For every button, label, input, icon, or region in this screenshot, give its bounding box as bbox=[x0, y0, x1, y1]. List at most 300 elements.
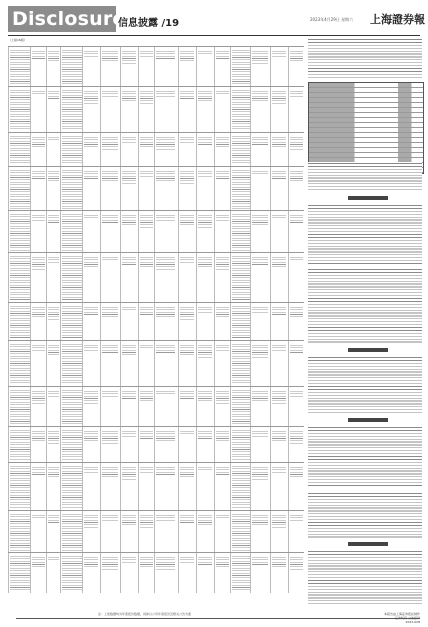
table-row bbox=[8, 166, 304, 211]
table-cell bbox=[30, 47, 47, 87]
text-lines bbox=[216, 466, 229, 475]
table-cell bbox=[100, 211, 121, 253]
table-cell bbox=[214, 463, 231, 511]
text-lines bbox=[62, 389, 82, 425]
table-cell bbox=[288, 253, 305, 303]
table-cell bbox=[120, 303, 139, 341]
text-lines bbox=[102, 136, 118, 151]
text-lines bbox=[232, 89, 250, 131]
table-cell bbox=[270, 387, 289, 427]
text-lines bbox=[32, 90, 45, 96]
table-cell bbox=[120, 553, 139, 593]
table-cell bbox=[8, 553, 31, 593]
table-cell bbox=[120, 167, 139, 211]
text-lines bbox=[252, 390, 268, 401]
table-cell bbox=[288, 387, 305, 427]
table-cell bbox=[100, 87, 121, 133]
text-lines bbox=[102, 390, 118, 397]
table-cell bbox=[82, 303, 101, 341]
table-cell bbox=[270, 511, 289, 553]
text-lines bbox=[156, 256, 175, 271]
table-cell bbox=[196, 463, 215, 511]
table-cell bbox=[250, 341, 271, 387]
table-cell bbox=[120, 387, 139, 427]
table-cell bbox=[230, 133, 251, 167]
table-cell bbox=[270, 303, 289, 341]
text-lines bbox=[198, 390, 212, 402]
text-lines bbox=[122, 214, 136, 226]
table-cell bbox=[154, 211, 179, 253]
text-block bbox=[308, 268, 422, 344]
table-cell bbox=[250, 211, 271, 253]
table-cell bbox=[46, 133, 61, 167]
table-cell bbox=[288, 427, 305, 463]
table-cell bbox=[138, 211, 155, 253]
text-lines bbox=[272, 214, 286, 220]
table-cell bbox=[196, 47, 215, 87]
text-lines bbox=[102, 430, 118, 444]
text-lines bbox=[102, 214, 118, 223]
text-lines bbox=[32, 50, 45, 59]
table-cell bbox=[196, 167, 215, 211]
text-lines bbox=[198, 430, 212, 439]
text-lines bbox=[198, 136, 212, 146]
table-cell bbox=[100, 463, 121, 511]
table-row bbox=[8, 132, 304, 167]
table-cell bbox=[138, 553, 155, 593]
text-lines bbox=[122, 50, 136, 64]
text-lines bbox=[122, 514, 136, 525]
table-cell bbox=[196, 211, 215, 253]
text-lines bbox=[10, 429, 30, 461]
text-lines bbox=[272, 170, 286, 179]
imprint-line: 2023-028 bbox=[405, 620, 420, 624]
table-cell bbox=[138, 427, 155, 463]
table-cell bbox=[250, 303, 271, 341]
table-cell bbox=[8, 303, 31, 341]
text-lines bbox=[232, 49, 250, 85]
table-row bbox=[8, 426, 304, 463]
table-cell bbox=[60, 387, 83, 427]
text-lines bbox=[122, 90, 136, 101]
text-lines bbox=[232, 513, 250, 551]
text-lines bbox=[180, 136, 194, 143]
table-cell bbox=[46, 253, 61, 303]
page-footer bbox=[8, 614, 420, 624]
table-cell bbox=[230, 341, 251, 387]
table-cell bbox=[30, 133, 47, 167]
text-lines bbox=[102, 256, 118, 262]
table-cell bbox=[230, 553, 251, 593]
text-lines bbox=[102, 466, 118, 477]
table-cell bbox=[60, 133, 83, 167]
text-lines bbox=[156, 136, 175, 150]
text-lines bbox=[156, 170, 175, 181]
table-cell bbox=[178, 133, 197, 167]
table-cell bbox=[154, 47, 179, 87]
summary-table bbox=[308, 82, 424, 174]
text-lines bbox=[62, 213, 82, 251]
text-lines bbox=[198, 170, 212, 177]
table-cell bbox=[214, 387, 231, 427]
table-row bbox=[8, 462, 304, 511]
text-lines bbox=[272, 136, 286, 148]
text-lines bbox=[180, 50, 194, 63]
text-lines bbox=[32, 136, 45, 149]
text-lines bbox=[232, 169, 250, 209]
table-cell bbox=[46, 387, 61, 427]
imprint-line: 本报告由上海证券报社制作 bbox=[383, 612, 420, 616]
table-cell bbox=[196, 253, 215, 303]
table-cell bbox=[138, 167, 155, 211]
text-lines bbox=[10, 343, 30, 385]
table-cell bbox=[60, 341, 83, 387]
table-cell bbox=[46, 211, 61, 253]
text-lines bbox=[10, 513, 30, 551]
text-lines bbox=[48, 50, 59, 62]
table-cell bbox=[250, 253, 271, 303]
footer-rule bbox=[16, 618, 420, 619]
text-lines bbox=[216, 170, 229, 180]
table-row bbox=[8, 340, 304, 387]
text-lines bbox=[122, 466, 136, 480]
text-lines bbox=[232, 213, 250, 251]
text-lines bbox=[180, 430, 194, 436]
table-cell bbox=[196, 427, 215, 463]
text-lines bbox=[48, 136, 59, 142]
table-cell bbox=[8, 133, 31, 167]
text-lines bbox=[32, 514, 45, 520]
table-cell bbox=[230, 511, 251, 553]
text-lines bbox=[140, 466, 153, 473]
table-cell bbox=[46, 303, 61, 341]
text-lines bbox=[48, 306, 59, 320]
table-cell bbox=[100, 341, 121, 387]
table-cell bbox=[120, 47, 139, 87]
text-lines bbox=[32, 466, 45, 475]
text-lines bbox=[140, 514, 153, 528]
table-cell bbox=[196, 303, 215, 341]
table-cell bbox=[178, 511, 197, 553]
table-cell bbox=[138, 341, 155, 387]
table-cell bbox=[178, 387, 197, 427]
text-lines bbox=[156, 556, 175, 570]
table-row bbox=[8, 510, 304, 553]
text-lines bbox=[290, 136, 303, 151]
table-row bbox=[8, 86, 304, 133]
text-lines bbox=[84, 306, 98, 316]
table-cell bbox=[120, 341, 139, 387]
table-cell bbox=[214, 341, 231, 387]
table-cell bbox=[154, 253, 179, 303]
text-lines bbox=[198, 306, 212, 314]
section-heading bbox=[348, 348, 388, 352]
table-cell bbox=[60, 167, 83, 211]
text-lines bbox=[48, 466, 59, 478]
text-lines bbox=[102, 170, 118, 182]
text-lines bbox=[232, 135, 250, 165]
footer-note: 注：上述数据均为年度报告数据，具体以公司年度报告及相关公告为准 bbox=[98, 612, 192, 616]
table-cell bbox=[8, 253, 31, 303]
table-cell bbox=[250, 167, 271, 211]
text-lines bbox=[48, 90, 59, 99]
text-lines bbox=[140, 90, 153, 104]
text-lines bbox=[32, 256, 45, 270]
table-cell bbox=[82, 341, 101, 387]
text-lines bbox=[62, 343, 82, 385]
text-lines bbox=[156, 90, 175, 97]
table-cell bbox=[30, 341, 47, 387]
table-cell bbox=[214, 167, 231, 211]
text-lines bbox=[32, 556, 45, 569]
text-lines bbox=[198, 214, 212, 228]
table-cell bbox=[100, 553, 121, 593]
text-lines bbox=[102, 90, 118, 98]
table-cell bbox=[230, 427, 251, 463]
table-cell bbox=[230, 87, 251, 133]
text-lines bbox=[156, 214, 175, 222]
text-lines bbox=[140, 256, 153, 268]
text-lines bbox=[62, 135, 82, 165]
table-cell bbox=[250, 511, 271, 553]
text-lines bbox=[272, 390, 286, 404]
text-lines bbox=[102, 50, 118, 61]
text-lines bbox=[84, 430, 98, 441]
text-lines bbox=[10, 169, 30, 209]
table-cell bbox=[138, 387, 155, 427]
text-lines bbox=[252, 556, 268, 565]
table-cell bbox=[288, 303, 305, 341]
table-cell bbox=[154, 387, 179, 427]
text-lines bbox=[62, 513, 82, 551]
table-row bbox=[8, 46, 304, 87]
table-cell bbox=[82, 253, 101, 303]
text-lines bbox=[48, 514, 59, 523]
text-lines bbox=[198, 50, 212, 56]
table-cell bbox=[270, 253, 289, 303]
table-cell bbox=[250, 553, 271, 593]
imprint-line: 证券代码 公告编号 bbox=[395, 616, 420, 620]
text-lines bbox=[252, 256, 268, 266]
table-cell bbox=[270, 87, 289, 133]
table-cell bbox=[250, 133, 271, 167]
text-lines bbox=[216, 214, 229, 221]
text-lines bbox=[272, 466, 286, 474]
text-lines bbox=[62, 169, 82, 209]
text-lines bbox=[290, 390, 303, 397]
section-heading bbox=[348, 418, 388, 422]
text-lines bbox=[216, 390, 229, 405]
text-lines bbox=[290, 466, 303, 477]
text-lines bbox=[180, 556, 194, 563]
table-cell bbox=[8, 463, 31, 511]
table-cell bbox=[60, 511, 83, 553]
text-lines bbox=[216, 556, 229, 569]
table-cell bbox=[46, 167, 61, 211]
section-title: 信息披露 /19 bbox=[118, 18, 180, 29]
text-lines bbox=[102, 556, 118, 571]
table-row bbox=[8, 252, 304, 303]
table-cell bbox=[138, 47, 155, 87]
table-cell bbox=[270, 211, 289, 253]
text-lines bbox=[32, 214, 45, 221]
table-cell bbox=[154, 553, 179, 593]
table-cell bbox=[60, 253, 83, 303]
table-cell bbox=[196, 387, 215, 427]
table-cell bbox=[178, 253, 197, 303]
text-block bbox=[308, 426, 422, 488]
issue-date: 2023年4月29日 星期六 bbox=[310, 17, 354, 22]
table-cell bbox=[178, 553, 197, 593]
table-cell bbox=[8, 167, 31, 211]
text-lines bbox=[272, 90, 286, 105]
text-lines bbox=[140, 136, 153, 147]
table-row bbox=[8, 210, 304, 253]
text-lines bbox=[272, 344, 286, 351]
table-cell bbox=[60, 427, 83, 463]
text-lines bbox=[122, 136, 136, 144]
text-lines bbox=[252, 170, 268, 176]
text-lines bbox=[32, 170, 45, 180]
text-lines bbox=[252, 430, 268, 438]
text-lines bbox=[48, 344, 59, 355]
text-lines bbox=[272, 306, 286, 316]
text-lines bbox=[140, 430, 153, 440]
table-cell bbox=[214, 47, 231, 87]
text-lines bbox=[290, 514, 303, 522]
text-lines bbox=[290, 556, 303, 571]
table-cell bbox=[120, 427, 139, 463]
table-cell bbox=[154, 427, 179, 463]
text-lines bbox=[48, 430, 59, 445]
text-lines bbox=[290, 50, 303, 61]
table-cell bbox=[8, 47, 31, 87]
table-cell bbox=[250, 387, 271, 427]
text-lines bbox=[62, 255, 82, 301]
text-lines bbox=[290, 306, 303, 319]
text-lines bbox=[10, 465, 30, 509]
table-cell bbox=[46, 47, 61, 87]
table-cell bbox=[230, 167, 251, 211]
text-lines bbox=[84, 50, 98, 58]
text-lines bbox=[216, 90, 229, 96]
table-cell bbox=[120, 211, 139, 253]
text-lines bbox=[62, 555, 82, 591]
text-lines bbox=[102, 344, 118, 354]
table-cell bbox=[230, 211, 251, 253]
text-lines bbox=[198, 514, 212, 527]
text-lines bbox=[48, 256, 59, 263]
text-lines bbox=[156, 430, 175, 443]
table-cell bbox=[138, 463, 155, 511]
text-lines bbox=[10, 255, 30, 301]
text-block bbox=[308, 550, 422, 606]
text-lines bbox=[140, 306, 153, 315]
text-block bbox=[308, 162, 422, 192]
table-cell bbox=[46, 553, 61, 593]
table-cell bbox=[8, 427, 31, 463]
table-cell bbox=[214, 133, 231, 167]
text-block bbox=[308, 204, 422, 264]
table-cell bbox=[82, 167, 101, 211]
table-cell bbox=[30, 87, 47, 133]
table-continued-note: （上接16版） bbox=[8, 38, 27, 42]
table-cell bbox=[196, 511, 215, 553]
table-cell bbox=[288, 133, 305, 167]
text-lines bbox=[272, 50, 286, 58]
text-lines bbox=[48, 214, 59, 224]
newspaper-name: 上海證券報 bbox=[370, 13, 425, 26]
table-cell bbox=[8, 211, 31, 253]
text-lines bbox=[32, 344, 45, 352]
table-cell bbox=[120, 133, 139, 167]
text-lines bbox=[252, 466, 268, 481]
table-cell bbox=[270, 427, 289, 463]
table-cell bbox=[100, 47, 121, 87]
table-cell bbox=[154, 133, 179, 167]
table-row bbox=[8, 552, 304, 593]
table-cell bbox=[270, 167, 289, 211]
table-cell bbox=[30, 211, 47, 253]
table-cell bbox=[154, 341, 179, 387]
table-cell bbox=[250, 47, 271, 87]
text-lines bbox=[102, 306, 118, 319]
text-lines bbox=[252, 214, 268, 227]
text-lines bbox=[140, 556, 153, 567]
table-cell bbox=[230, 463, 251, 511]
text-lines bbox=[156, 390, 175, 396]
text-lines bbox=[232, 429, 250, 461]
table-cell bbox=[270, 341, 289, 387]
table-cell bbox=[100, 253, 121, 303]
table-cell bbox=[46, 87, 61, 133]
text-lines bbox=[252, 344, 268, 358]
table-cell bbox=[30, 511, 47, 553]
text-lines bbox=[62, 429, 82, 461]
text-lines bbox=[84, 170, 98, 179]
table-cell bbox=[214, 427, 231, 463]
table-cell bbox=[8, 511, 31, 553]
table-cell bbox=[154, 167, 179, 211]
text-lines bbox=[216, 430, 229, 442]
text-lines bbox=[122, 170, 136, 185]
text-lines bbox=[10, 89, 30, 131]
text-lines bbox=[84, 390, 98, 404]
text-lines bbox=[10, 49, 30, 85]
text-lines bbox=[180, 390, 194, 399]
text-lines bbox=[180, 214, 194, 225]
text-lines bbox=[252, 50, 268, 65]
text-lines bbox=[84, 214, 98, 220]
table-cell bbox=[288, 87, 305, 133]
table-cell bbox=[178, 341, 197, 387]
table-cell bbox=[214, 211, 231, 253]
table-cell bbox=[120, 253, 139, 303]
text-block bbox=[308, 38, 422, 78]
table-cell bbox=[100, 427, 121, 463]
table-cell bbox=[178, 167, 197, 211]
text-lines bbox=[140, 214, 153, 229]
text-lines bbox=[48, 390, 59, 398]
text-lines bbox=[252, 136, 268, 145]
table-cell bbox=[230, 253, 251, 303]
table-cell bbox=[270, 553, 289, 593]
table-cell bbox=[214, 303, 231, 341]
table-cell bbox=[82, 387, 101, 427]
text-lines bbox=[62, 89, 82, 131]
header-rule bbox=[8, 35, 420, 36]
table-row bbox=[8, 302, 304, 341]
